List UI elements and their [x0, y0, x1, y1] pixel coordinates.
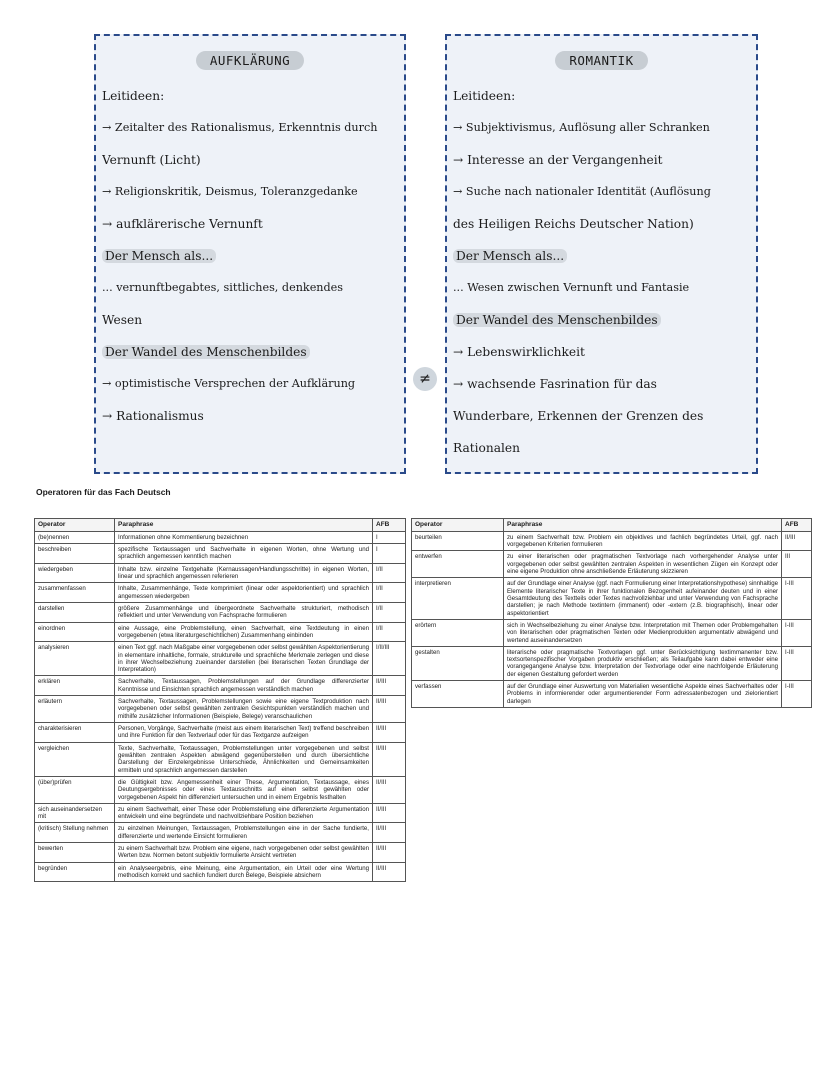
note-line: → Zeitalter des Rationalismus, Erkenntnis durch: [102, 121, 378, 134]
paraphrase-cell: Inhalte bzw. einzelne Textgehalte (Kernaussagen/Handlungsschritte) in eigenen Worten, linear und sprachlich angemessen referieren: [115, 563, 373, 583]
operator-cell: erläutern: [35, 696, 115, 723]
table-row: [412, 551, 812, 578]
highlighted-text: Der Mensch als...: [102, 249, 216, 263]
afb-cell: II/III: [373, 862, 406, 882]
note-line: [102, 240, 400, 272]
note-line: Rationalen: [453, 441, 520, 455]
paraphrase-cell: auf der Grundlage einer Auswertung von Materialien wesentliche Aspekte eines Sachverhaltes oder Problems in informierender oder argumentierender Form adressatenbezogen und zielorientiert darlegen: [504, 681, 782, 708]
note-line: → aufklärerische Vernunft: [102, 217, 263, 231]
afb-cell: I-III: [782, 646, 812, 680]
highlighted-text: Der Mensch als...: [453, 249, 567, 263]
table-row: [412, 681, 812, 708]
header-operator: Operator: [35, 519, 115, 532]
operators-table-left: [34, 518, 406, 882]
table-row: [35, 823, 406, 843]
romantik-title: ROMANTIK: [447, 50, 756, 70]
afb-cell: II/III: [373, 676, 406, 696]
operator-cell: sich auseinandersetzen mit: [35, 803, 115, 823]
afb-cell: I: [373, 544, 406, 564]
note-line: → optimistische Versprechen der Aufklärung: [102, 377, 356, 390]
paraphrase-cell: einen Text ggf. nach Maßgabe einer vorgegebenen oder selbst gewählten Aspektorientierung in elementare inhaltliche, formale, strukturelle und sprachliche Merkmale zerlegen und diese in ihrer Wechselbeziehung zueinander darstellen (bei literarischen Texten Grundlage der Interpretation): [115, 642, 373, 676]
paraphrase-cell: zu einzelnen Meinungen, Textaussagen, Problemstellungen eine in der Sache fundierte, differenzierte und wertende Einsicht formulieren: [115, 823, 373, 843]
note-line: [102, 336, 400, 368]
operator-cell: verfassen: [412, 681, 504, 708]
paraphrase-cell: Sachverhalte, Textaussagen, Problemstellungen sowie eine eigene Textproduktion nach vorgegebenen oder selbst gewählten zentralen Gesichtspunkten verständlich machen und mithilfe zusätzlicher Informationen (Beispiele, Belege) veranschaulichen: [115, 696, 373, 723]
highlighted-text: Der Wandel des Menschenbildes: [102, 345, 310, 359]
afb-cell: II/III: [782, 531, 812, 551]
afb-cell: I/II: [373, 563, 406, 583]
operator-cell: erklären: [35, 676, 115, 696]
paraphrase-cell: spezifische Textaussagen und Sachverhalte in eigenen Worten, ohne Wertung und sprachlich angemessen kenntlich machen: [115, 544, 373, 564]
header-afb: AFB: [373, 519, 406, 532]
operator-cell: beschreiben: [35, 544, 115, 564]
paraphrase-cell: Texte, Sachverhalte, Textaussagen, Problemstellungen unter vorgegebenen und selbst gewählten zentralen Aspekten abwägend gegenüberstellen und durch übersichtliche Darstellung der Einzelergebnisse Unterschiede, Ähnlichkeiten und Gemeinsamkeiten ermitteln und sprachlich angemessen darstellen: [115, 742, 373, 776]
operator-cell: darstellen: [35, 602, 115, 622]
table-row: [35, 544, 406, 564]
note-line: ... vernunftbegabtes, sittliches, denkendes: [102, 281, 344, 294]
table-row: [35, 803, 406, 823]
table-row: [35, 583, 406, 603]
aufklaerung-title: AUFKLÄRUNG: [96, 50, 404, 70]
note-line: → wachsende Fasrination für das: [453, 377, 657, 391]
paraphrase-cell: sich in Wechselbeziehung zu einer Analyse bzw. Interpretation mit Themen oder Problemgehalten von literarischen oder pragmatischen Texten oder Medienprodukten argumentativ abwägend und wertend auseinandersetzen: [504, 619, 782, 646]
header-afb: AFB: [782, 519, 812, 532]
operator-cell: charakterisieren: [35, 723, 115, 743]
note-line: Wunderbare, Erkennen der Grenzen des: [453, 409, 704, 423]
paraphrase-cell: zu einer literarischen oder pragmatischen Textvorlage nach vorhergehender Analyse unter vorgegebenen oder selbst gewählten zentralen Aspekten in wesentlichen Zügen ein Konzept oder eine eigene Produktion ohne anschließende Erläuterung skizzieren: [504, 551, 782, 578]
table-row: [35, 642, 406, 676]
table-row: [412, 619, 812, 646]
note-line: → Religionskritik, Deismus, Toleranzgedanke: [102, 185, 358, 198]
operator-cell: zusammenfassen: [35, 583, 115, 603]
operator-cell: beurteilen: [412, 531, 504, 551]
table-row: [35, 563, 406, 583]
afb-cell: II/III: [373, 723, 406, 743]
table-row: [35, 676, 406, 696]
paraphrase-cell: Informationen ohne Kommentierung bezeichnen: [115, 531, 373, 543]
afb-cell: I-III: [782, 681, 812, 708]
paraphrase-cell: Inhalte, Zusammenhänge, Texte komprimiert (linear oder aspektorientiert) und sprachlich angemessen wiedergeben: [115, 583, 373, 603]
paraphrase-cell: Personen, Vorgänge, Sachverhalte (meist aus einem literarischen Text) treffend beschreiben und ihre Funktion für den Textverlauf oder für das Textganze aufzeigen: [115, 723, 373, 743]
header-operator: Operator: [412, 519, 504, 532]
header-paraphrase: Paraphrase: [504, 519, 782, 532]
operator-cell: (über)prüfen: [35, 776, 115, 803]
not-equal-icon: ≠: [413, 367, 437, 391]
afb-cell: I/II: [373, 622, 406, 642]
operator-cell: gestalten: [412, 646, 504, 680]
operator-cell: interpretieren: [412, 578, 504, 620]
afb-cell: I/II: [373, 583, 406, 603]
operator-cell: erörtern: [412, 619, 504, 646]
operator-cell: vergleichen: [35, 742, 115, 776]
table-row: [35, 602, 406, 622]
afb-cell: I-III: [782, 619, 812, 646]
operators-table-right: [411, 518, 812, 708]
operator-cell: (be)nennen: [35, 531, 115, 543]
afb-cell: I/II: [373, 602, 406, 622]
paraphrase-cell: die Gültigkeit bzw. Angemessenheit einer These, Argumentation, Textaussage, eines Deutungsergebnisses oder eines Textausschnitts auf einen selbst gewählten oder vorgegebenen Aspekt hin differenziert untersuchen und in einem Ergebnis festhalten: [115, 776, 373, 803]
table-row: [35, 862, 406, 882]
romantik-card: [445, 34, 758, 474]
operator-cell: bewerten: [35, 843, 115, 863]
note-line: des Heiligen Reichs Deutscher Nation): [453, 217, 694, 231]
operator-cell: analysieren: [35, 642, 115, 676]
table-row: [35, 742, 406, 776]
paraphrase-cell: zu einem Sachverhalt bzw. Problem ein objektives und fachlich begründetes Urteil, ggf. nach vorgegebenen Kriterien formulieren: [504, 531, 782, 551]
operator-cell: wiedergeben: [35, 563, 115, 583]
note-line: Leitideen:: [453, 89, 516, 103]
operator-cell: begründen: [35, 862, 115, 882]
table-row: [35, 723, 406, 743]
paraphrase-cell: Sachverhalte, Textaussagen, Problemstellungen auf der Grundlage differenzierter Kenntnisse und Einsichten sprachlich angemessen verständlich machen: [115, 676, 373, 696]
table-header-row: [412, 519, 812, 532]
afb-cell: I/II/III: [373, 642, 406, 676]
note-line: → Suche nach nationaler Identität (Auflösung: [453, 185, 711, 198]
paraphrase-cell: auf der Grundlage einer Analyse (ggf. nach Formulierung einer Interpretationshypothese) sinnhaltige Elemente literarischer Texte in ihrer funktionalen Bezogenheit aufeinander deuten und in einer Gesamtdeutung des Textteils oder Textes nachvollziehbar und unter Verwendung von Fachsprache darstellen; je nach Methode textintern (immanent) oder -extern (z.B. biographisch), linear oder aspektorientiert: [504, 578, 782, 620]
sheet-title: Operatoren für das Fach Deutsch: [36, 487, 171, 497]
paraphrase-cell: zu einem Sachverhalt bzw. Problem eine eigene, nach vorgegebenen oder selbst gewählten Werten bzw. Normen betont subjektiv formulierte Ansicht vertreten: [115, 843, 373, 863]
afb-cell: I: [373, 531, 406, 543]
table-row: [412, 646, 812, 680]
table-row: [412, 578, 812, 620]
note-line: → Rationalismus: [102, 409, 204, 423]
paraphrase-cell: größere Zusammenhänge und übergeordnete Sachverhalte strukturiert, methodisch reflektiert und unter Verwendung von Fachsprache formulieren: [115, 602, 373, 622]
romantik-notes: [453, 80, 752, 464]
paraphrase-cell: eine Aussage, eine Problemstellung, einen Sachverhalt, eine Textdeutung in einen vorgegebenen (etwa literaturgeschichtlichen) Zusammenhang einbinden: [115, 622, 373, 642]
operator-cell: (kritisch) Stellung nehmen: [35, 823, 115, 843]
note-line: [453, 240, 752, 272]
note-line: Vernunft (Licht): [102, 153, 201, 167]
afb-cell: II/III: [373, 776, 406, 803]
header-paraphrase: Paraphrase: [115, 519, 373, 532]
afb-cell: II/III: [373, 843, 406, 863]
highlighted-text: Der Wandel des Menschenbildes: [453, 313, 661, 327]
afb-cell: I-III: [782, 578, 812, 620]
afb-cell: III: [782, 551, 812, 578]
note-line: Wesen: [102, 313, 143, 327]
table-row: [35, 531, 406, 543]
paraphrase-cell: literarische oder pragmatische Textvorlagen ggf. unter Berücksichtigung textimmanenter bzw. textsortenspezifischer Vorgaben produktiv erschließen; als Teilaufgabe kann dabei entweder eine vorangegangene Analyse bzw. Interpretation der Textvorlage oder eine nachfolgende Erläuterung der eigenen Gestaltung gefordert werden: [504, 646, 782, 680]
afb-cell: II/III: [373, 742, 406, 776]
table-row: [35, 776, 406, 803]
aufklaerung-notes: [102, 80, 400, 432]
table-row: [412, 531, 812, 551]
afb-cell: II/III: [373, 696, 406, 723]
note-line: ... Wesen zwischen Vernunft und Fantasie: [453, 281, 690, 294]
paraphrase-cell: zu einem Sachverhalt, einer These oder Problemstellung eine differenzierte Argumentation entwickeln und eine begründete und nachvollziehbare Position beziehen: [115, 803, 373, 823]
aufklaerung-card: [94, 34, 406, 474]
note-line: → Subjektivismus, Auflösung aller Schranken: [453, 121, 710, 134]
table-header-row: [35, 519, 406, 532]
afb-cell: II/III: [373, 823, 406, 843]
table-row: [35, 622, 406, 642]
note-line: [453, 304, 752, 336]
table-row: [35, 843, 406, 863]
note-line: Leitideen:: [102, 89, 165, 103]
operator-cell: entwerfen: [412, 551, 504, 578]
operator-cell: einordnen: [35, 622, 115, 642]
afb-cell: II/III: [373, 803, 406, 823]
paraphrase-cell: ein Analyseergebnis, eine Meinung, eine Argumentation, ein Urteil oder eine Wertung methodisch korrekt und sachlich fundiert durch Belege, Beispiele absichern: [115, 862, 373, 882]
table-row: [35, 696, 406, 723]
note-line: → Interesse an der Vergangenheit: [453, 153, 663, 167]
note-line: → Lebenswirklichkeit: [453, 345, 585, 359]
